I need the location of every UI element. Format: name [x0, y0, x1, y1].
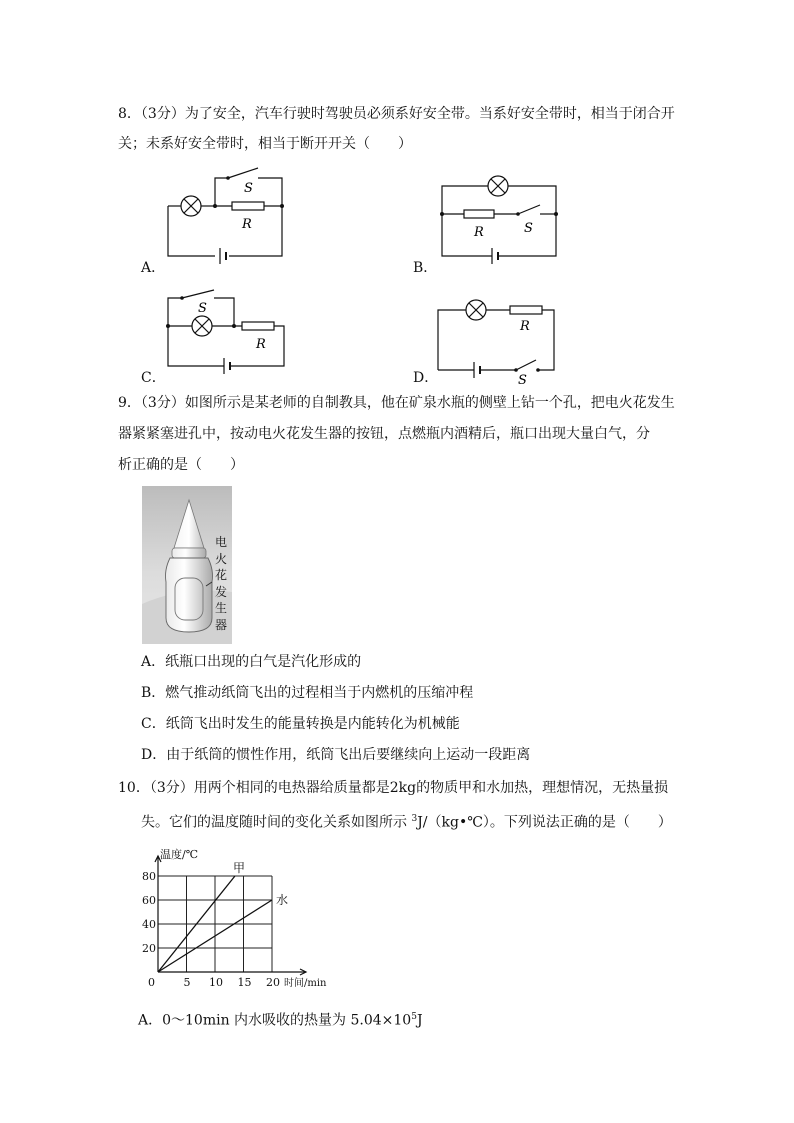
circuit-d-resistor-label: R: [520, 319, 530, 334]
x-tick-label: 10: [209, 976, 223, 989]
circuit-a-diagram: [160, 168, 290, 272]
circuit-b-diagram: [436, 170, 566, 272]
y-tick-label: 20: [142, 942, 156, 955]
bottle-figure: [142, 486, 232, 644]
spark-generator-label: 电 火 花 发 生 器: [214, 535, 227, 632]
q8-option-a-label[interactable]: A．: [141, 260, 166, 276]
q9-stem-line3: 析正确的是（ ）: [118, 457, 244, 473]
x-tick-label: 20: [266, 976, 280, 989]
q10-stem-line1: 10．（3分）用两个相同的电热器给质量都是2kg的物质甲和水加热，理想情况，无热量损: [118, 780, 669, 796]
circuit-b-switch-label: S: [524, 221, 533, 236]
y-tick-label: 80: [142, 870, 156, 883]
circuit-a-resistor-label: R: [242, 217, 252, 232]
q8-option-c-label[interactable]: C．: [141, 370, 166, 386]
circuit-c-resistor-label: R: [256, 337, 266, 352]
series-label-1: 甲: [232, 861, 245, 875]
circuit-d-diagram: [432, 296, 564, 386]
q8-option-b-label[interactable]: B．: [413, 260, 438, 276]
circuit-d-switch-label: S: [518, 373, 527, 388]
q8-stem-line1: 8．（3分）为了安全，汽车行驶时驾驶员必须系好安全带。当系好安全带时，相当于闭合开: [118, 106, 675, 122]
q8-option-d-label[interactable]: D．: [413, 370, 439, 386]
x-tick-label: 5: [183, 976, 191, 989]
q9-stem-line1: 9．（3分）如图所示是某老师的自制教具，他在矿泉水瓶的侧壁上钻一个孔，把电火花发生: [118, 395, 675, 411]
temperature-time-chart: [138, 840, 327, 996]
q9-option-c[interactable]: C．纸筒飞出时发生的能量转换是内能转化为机械能: [141, 716, 460, 732]
q10-stem-line2: 失。它们的温度随时间的变化关系如图所示 $^3$J/（kg•℃）。下列说法正确的是（ ）: [141, 814, 672, 831]
q9-option-b[interactable]: B．燃气推动纸筒飞出的过程相当于内燃机的压缩冲程: [141, 685, 474, 701]
x-tick-label: 0: [148, 976, 155, 989]
series-label-2: 水: [276, 893, 289, 907]
q9-stem-line2: 器紧紧塞进孔中，按动电火花发生器的按钮，点燃瓶内酒精后，瓶口出现大量白气，分: [118, 426, 650, 442]
circuit-c-diagram: [162, 290, 292, 382]
x-tick-label: 15: [237, 976, 252, 989]
y-tick-label: 40: [142, 918, 156, 931]
y-axis-label: 温度/℃: [160, 848, 199, 861]
circuit-b-resistor-label: R: [474, 225, 484, 240]
y-tick-label: 60: [142, 894, 156, 907]
x-axis-label: 时间/min: [284, 978, 327, 989]
q9-option-a[interactable]: A．纸瓶口出现的白气是汽化形成的: [141, 654, 362, 670]
circuit-c-switch-label: S: [198, 301, 207, 316]
q8-stem-line2: 关；未系好安全带时，相当于断开开关（ ）: [118, 136, 412, 152]
q10-option-a[interactable]: A．0～10min 内水吸收的热量为 $5.04\times 10^5J$: [138, 1012, 423, 1029]
q9-option-d[interactable]: D．由于纸筒的惯性作用，纸筒飞出后要继续向上运动一段距离: [141, 747, 531, 763]
circuit-a-switch-label: S: [244, 181, 253, 196]
